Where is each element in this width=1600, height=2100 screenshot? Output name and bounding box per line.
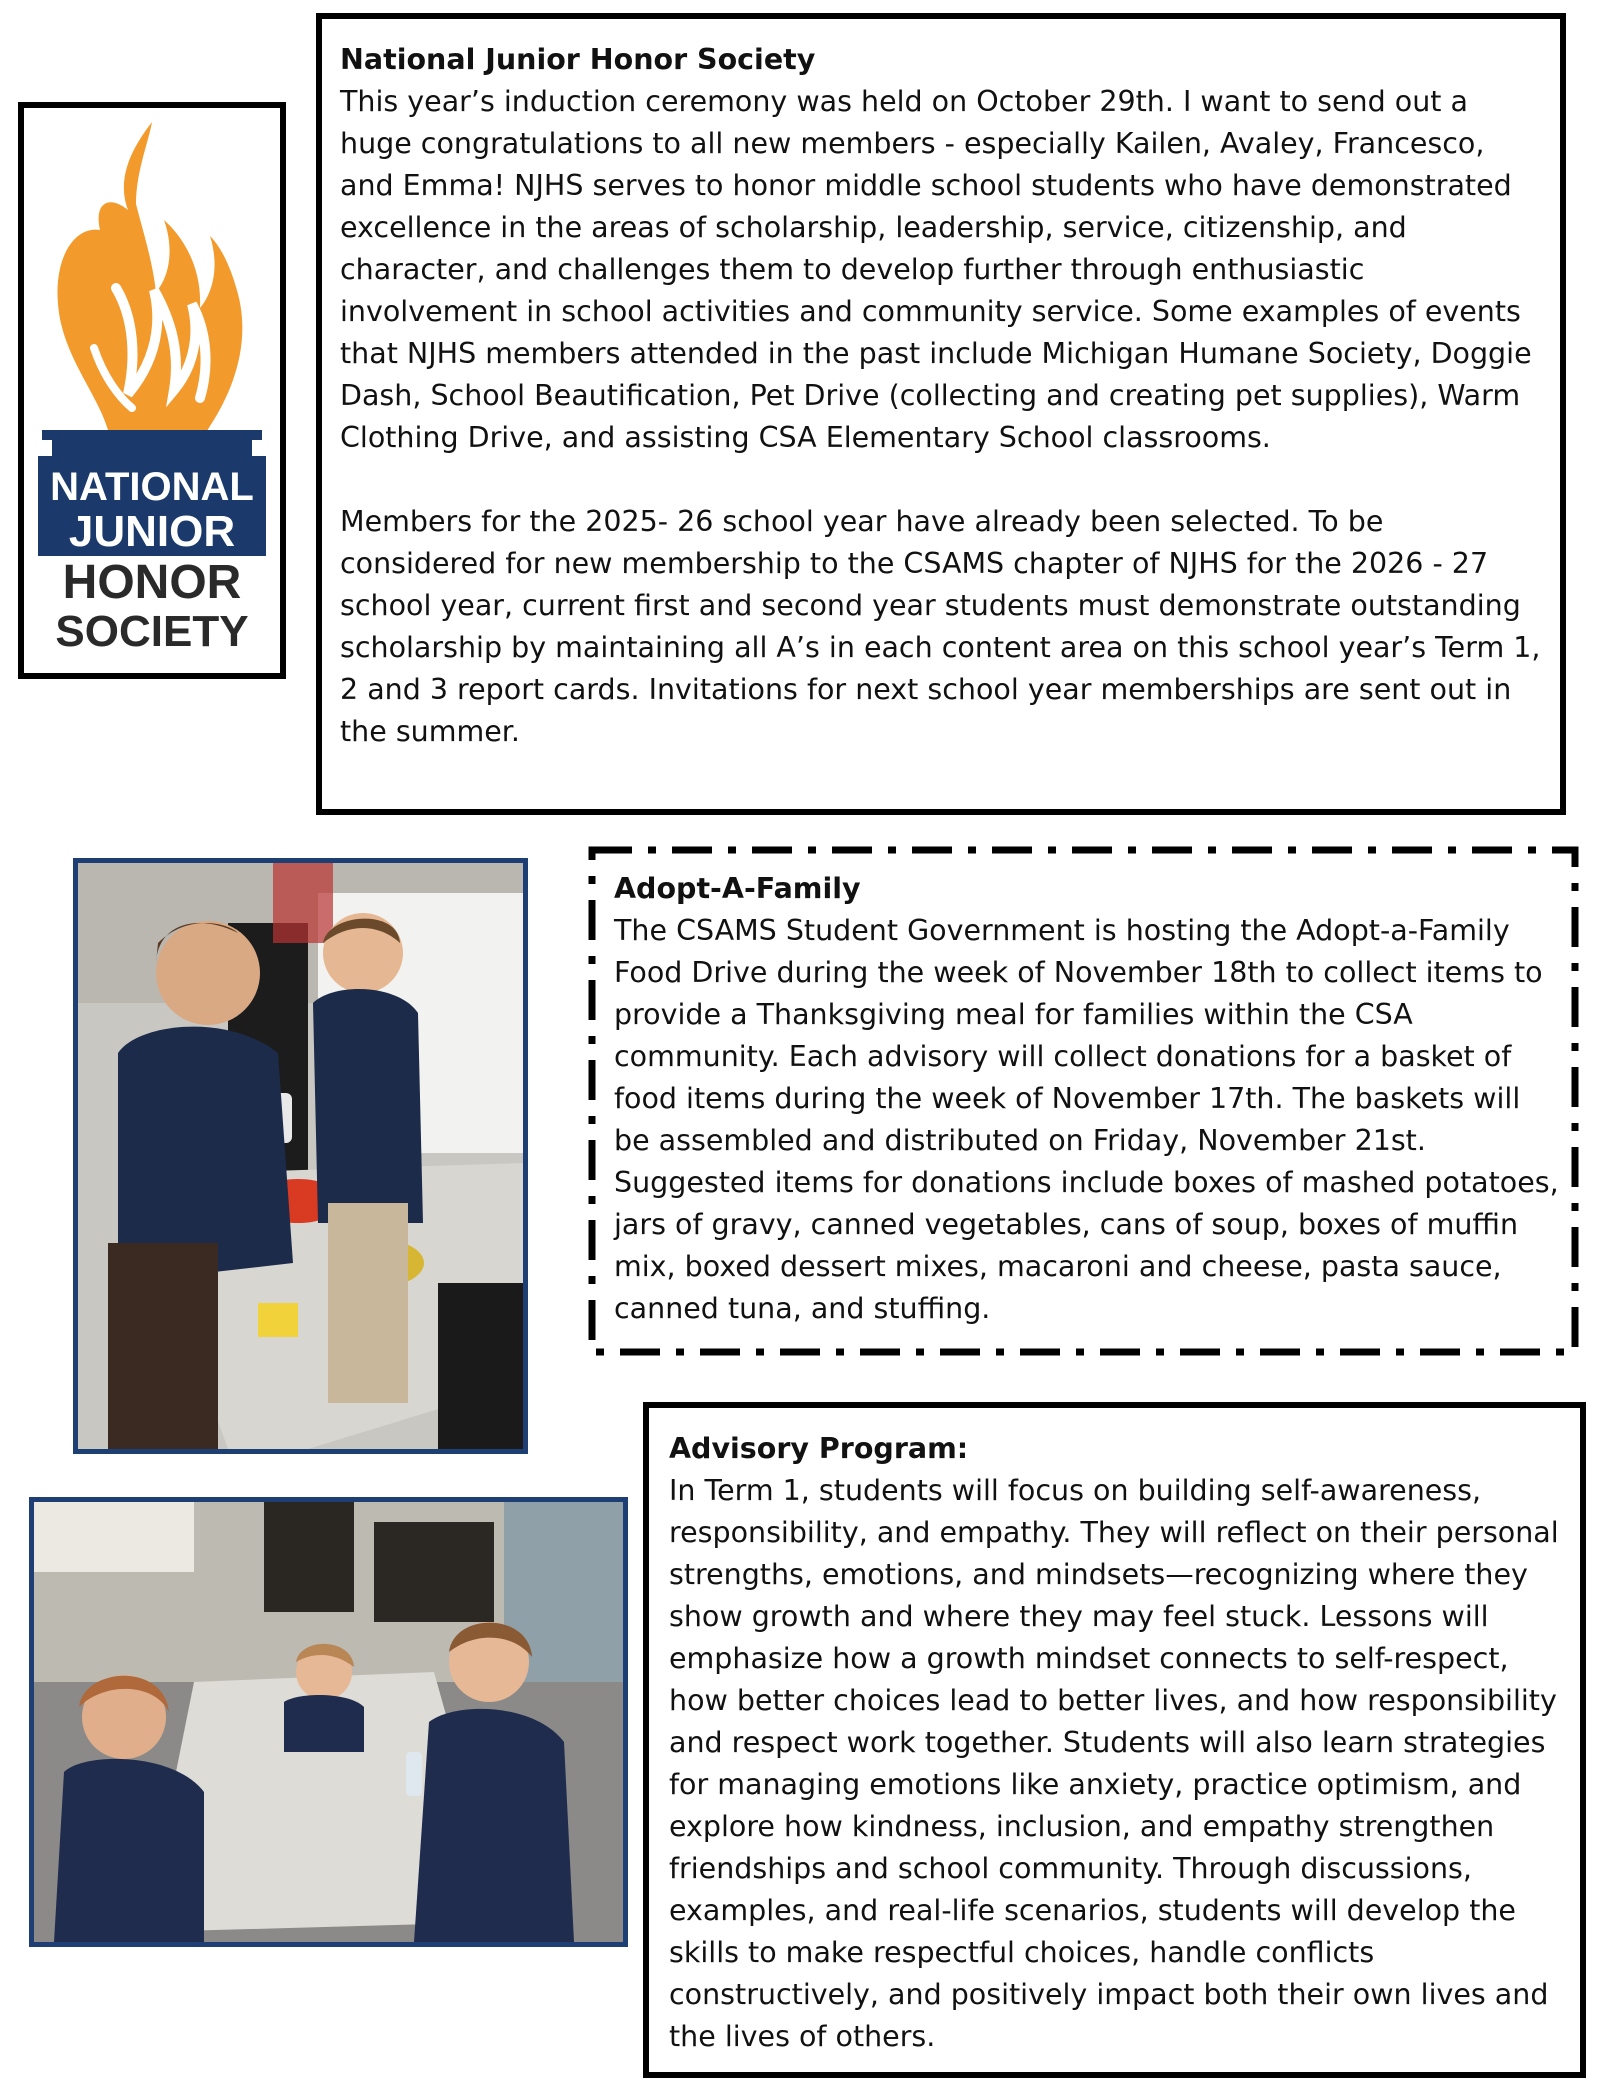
adopt-body: The CSAMS Student Government is hosting the Adopt-a-Family Food Drive during the week of November 18th to collect items to provide a Thanksgiving meal for families within the CSA community. Each advisory will collect donations for a basket of food items during the week of November 17th. The baskets will be assembled and distributed on Friday, November 21st. Suggested items for donations include boxes of mashed potatoes, jars of gravy, canned vegetables, cans of soup, boxes of muffin mix, boxed dessert mixes, macaroni and cheese, pasta sauce, canned tuna, and stuffing. (614, 914, 1559, 1325)
njhs-logo (18, 102, 286, 679)
flame-icon (24, 108, 280, 673)
photo-advisory-students (29, 1497, 628, 1947)
photo-students-game (73, 858, 528, 1454)
adopt-a-family-section (588, 846, 1579, 1356)
njhs-section (316, 13, 1566, 815)
logo-line-national: NATIONAL (50, 465, 254, 509)
njhs-title: National Junior Honor Society (340, 43, 816, 76)
advisory-title: Advisory Program: (669, 1432, 969, 1465)
adopt-title: Adopt-A-Family (614, 872, 861, 905)
advisory-body: In Term 1, students will focus on building self-awareness, responsibility, and empathy. They will reflect on their personal strengths, emotions, and mindsets—recognizing where they show growth and where they may feel stuck. Lessons will emphasize how a growth mindset connects to self-respect, how better choices lead to better lives, and how responsibility and respect work together. Students will also learn strategies for managing emotions like anxiety, practice optimism, and explore how kindness, inclusion, and empathy strengthen friendships and school community. Through discussions, examples, and real-life scenarios, students will develop the skills to make respectful choices, handle conflicts constructively, and positively impact both their own lives and the lives of others. (669, 1474, 1559, 2053)
njhs-paragraph-1: This year’s induction ceremony was held on October 29th. I want to send out a huge congratulations to all new members - especially Kailen, Avaley, Francesco, and Emma! NJHS serves to honor middle school students who have demonstrated excellence in the areas of scholarship, leadership, service, citizenship, and character, and challenges them to develop further through enthusiastic involvement in school activities and community service. Some examples of events that NJHS members attended in the past include Michigan Humane Society, Doggie Dash, School Beautification, Pet Drive (collecting and creating pet supplies), Warm Clothing Drive, and assisting CSA Elementary School classrooms. (340, 85, 1532, 454)
logo-line-junior: JUNIOR (68, 507, 236, 556)
logo-line-honor: HONOR (62, 556, 242, 609)
njhs-paragraph-2: Members for the 2025- 26 school year have already been selected. To be considered for new membership to the CSAMS chapter of NJHS for the 2026 - 27 school year, current first and second year students must demonstrate outstanding scholarship by maintaining all A’s in each content area on this school year’s Term 1, 2 and 3 report cards. Invitations for next school year memberships are sent out in the summer. (340, 505, 1541, 748)
advisory-program-section (643, 1402, 1586, 2078)
logo-line-society: SOCIETY (55, 607, 249, 656)
